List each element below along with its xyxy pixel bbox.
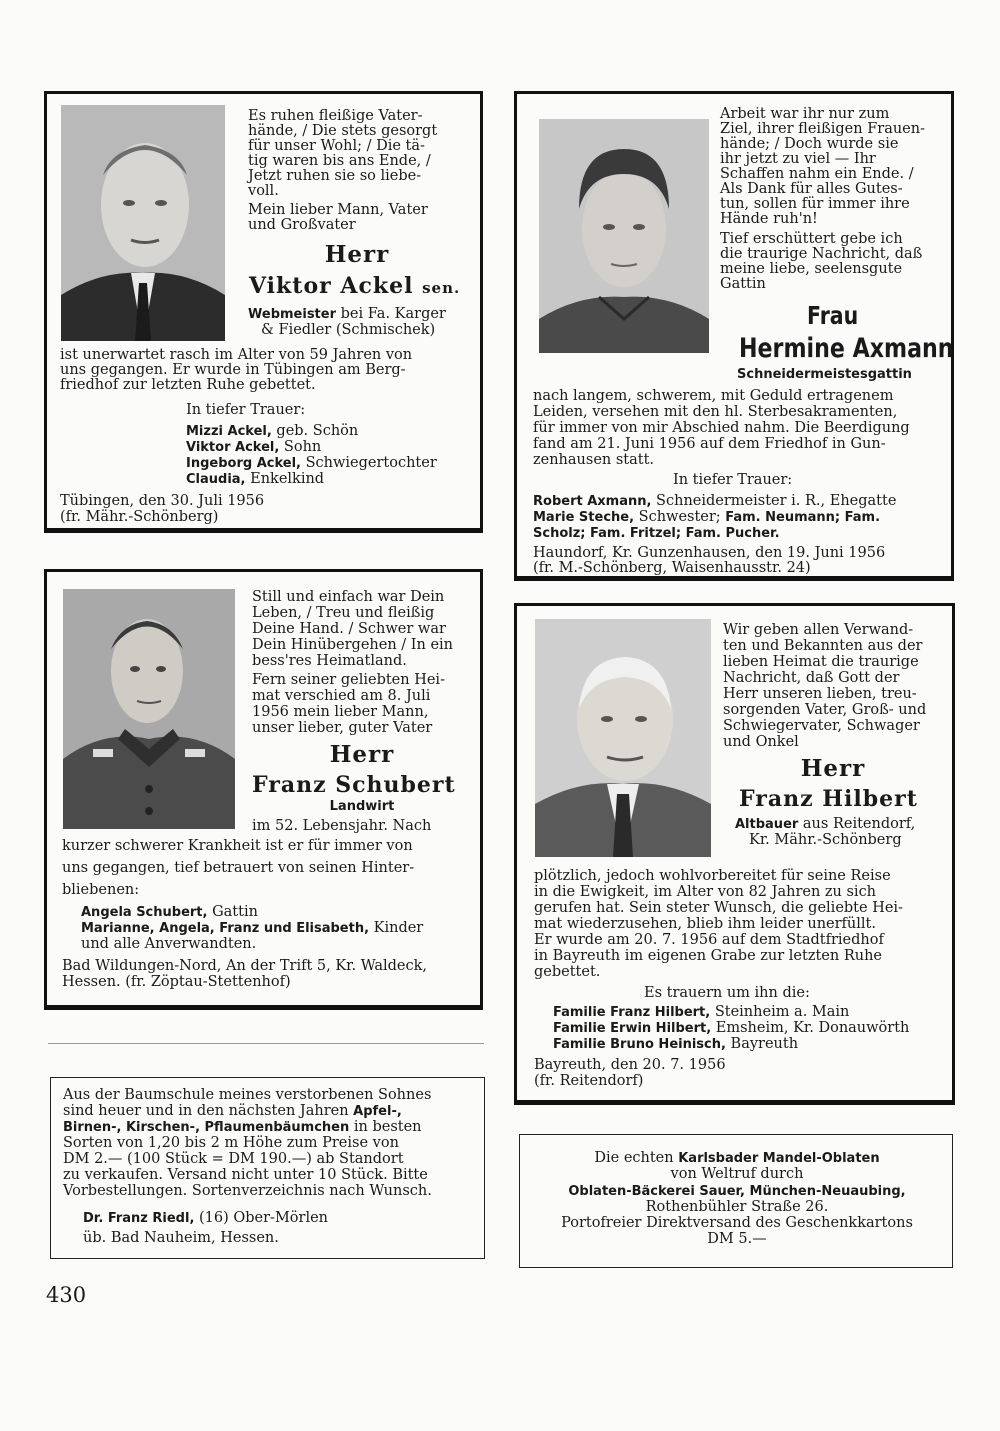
poem-line: tun, sollen für immer ihre: [720, 196, 910, 212]
mourner-rel: geb. Schön: [271, 423, 359, 439]
poem-line: bess'res Heimatland.: [252, 653, 407, 669]
intro-line: Mein lieber Mann, Vater: [248, 202, 428, 218]
place-date: Haundorf, Kr. Gunzenhausen, den 19. Juni 1956: [533, 545, 886, 561]
ad-line: [63, 1120, 422, 1136]
intro-line: Wir geben allen Verwand-: [723, 622, 914, 638]
mourner-name: Angela Schubert,: [81, 905, 208, 920]
mourner-name: Familie Franz Hilbert,: [553, 1005, 711, 1020]
salutation: Herr: [329, 741, 395, 768]
ad-line: zu verkaufen. Versand nicht unter 10 Stück. Bitte: [63, 1167, 428, 1183]
page-number: 430: [46, 1283, 87, 1307]
mourner-line: Scholz; Fam. Fritzel; Fam. Pucher.: [533, 526, 780, 541]
body-line: Er wurde am 20. 7. 1956 auf dem Stadtfriedhof: [534, 932, 884, 948]
mourner-rel: Bayreuth: [725, 1036, 799, 1052]
ad-line: [63, 1104, 402, 1120]
ad-text: (16) Ober-Mörlen: [194, 1210, 329, 1226]
ad-signature-line2: üb. Bad Nauheim, Hessen.: [83, 1230, 279, 1246]
mourner-name: Viktor Ackel,: [186, 440, 280, 455]
mourner-name: Familie Bruno Heinisch,: [553, 1037, 726, 1052]
intro-line: und Großvater: [248, 217, 356, 233]
occupation-line2: & Fiedler (Schmischek): [261, 322, 436, 338]
ad-line: Oblaten-Bäckerei Sauer, München-Neuaubing,: [568, 1184, 906, 1199]
ad-bold: Dr. Franz Riedl,: [83, 1211, 195, 1226]
body-line: Leiden, versehen mit den hl. Sterbesakramenten,: [533, 404, 898, 420]
ad-line: [520, 1151, 954, 1167]
poem-line: für unser Wohl; / Die tä-: [248, 138, 425, 154]
place-origin: (fr. Mähr.-Schönberg): [60, 509, 219, 525]
occupation-bold: Altbauer: [735, 817, 799, 832]
mourner-families: Fam. Neumann; Fam.: [720, 510, 881, 525]
occupation-rest: bei Fa. Karger: [336, 306, 446, 322]
body-line: gebettet.: [534, 964, 601, 980]
poem-line: ihr jetzt zu viel — Ihr: [720, 151, 876, 167]
portrait-photo-hilbert: [535, 619, 711, 857]
ad-bold: Birnen-, Kirschen-, Pflaumenbäumchen: [63, 1120, 350, 1135]
ad-line: Aus der Baumschule meines verstorbenen Sohnes: [63, 1087, 432, 1103]
body-line: friedhof zur letzten Ruhe gebettet.: [60, 377, 316, 393]
mourning-heading: In tiefer Trauer:: [673, 472, 793, 488]
mourner-rel: Schneidermeister i. R., Ehegatte: [651, 493, 897, 509]
advert-baumschule: [50, 1077, 485, 1259]
body-line: zenhausen statt.: [533, 452, 655, 468]
poem-line: Es ruhen fleißige Vater-: [248, 108, 423, 124]
poem-line: Dein Hinübergehen / In ein: [252, 637, 454, 653]
poem-line: Arbeit war ihr nur zum: [720, 106, 890, 122]
intro-line: Fern seiner geliebten Hei-: [252, 672, 445, 688]
poem-line: tig waren bis ans Ende, /: [248, 153, 431, 169]
intro-line: meine liebe, seelensgute: [720, 261, 903, 277]
mourner-line: [81, 905, 258, 921]
deceased-name: Hermine Axmann: [739, 333, 954, 364]
ad-bold: Karlsbader Mandel-Oblaten: [678, 1151, 880, 1166]
obituary-franz-hilbert: [514, 603, 955, 1105]
intro-line: die traurige Nachricht, daß: [720, 246, 923, 262]
ad-text: sind heuer und in den nächsten Jahren: [63, 1103, 354, 1119]
intro-line: und Onkel: [723, 734, 799, 750]
body-line: mat wiederzusehen, blieb ihm leider unerfüllt.: [534, 916, 876, 932]
portrait-ackel-icon: [61, 105, 225, 341]
poem-line: hände, / Die stets gesorgt: [248, 123, 438, 139]
poem-line: Deine Hand. / Schwer war: [252, 621, 446, 637]
mourner-line: [186, 472, 324, 488]
poem-line: Hände ruh'n!: [720, 211, 818, 227]
name-suffix: sen.: [422, 279, 461, 297]
place-origin: Hessen. (fr. Zöptau-Stettenhof): [62, 974, 291, 990]
ad-text: Die echten: [594, 1150, 679, 1166]
ad-line: Rothenbühler Straße 26.: [645, 1199, 829, 1215]
portrait-hilbert-icon: [535, 619, 711, 857]
mourning-heading: Es trauern um ihn die:: [644, 985, 810, 1001]
ad-line: DM 2.— (100 Stück = DM 190.—) ab Standort: [63, 1151, 404, 1167]
mourner-line: [533, 510, 880, 526]
portrait-photo-ackel: [61, 105, 225, 341]
body-line: bliebenen:: [62, 882, 140, 898]
body-line: in Bayreuth im eigenen Grabe zur letzten Ruhe: [534, 948, 883, 964]
poem-line: Ziel, ihrer fleißigen Frauen-: [720, 121, 925, 137]
body-line: kurzer schwerer Krankheit ist er für immer von: [62, 838, 413, 854]
age-line: im 52. Lebensjahr. Nach: [252, 818, 432, 834]
occupation-line2: Kr. Mähr.-Schönberg: [749, 832, 902, 848]
portrait-photo-schubert: [63, 589, 235, 829]
place-origin: (fr. Reitendorf): [534, 1073, 644, 1089]
intro-line: unser lieber, guter Vater: [252, 720, 433, 736]
mourner-name: Mizzi Ackel,: [186, 424, 272, 439]
mourner-rel: Kinder: [369, 920, 424, 936]
ad-line: DM 5.—: [707, 1231, 767, 1247]
intro-line: Gattin: [720, 276, 766, 292]
mourner-rel: Enkelkind: [245, 471, 325, 487]
body-line: für immer von mir Abschied nahm. Die Beerdigung: [533, 420, 910, 436]
place-date: Bayreuth, den 20. 7. 1956: [534, 1057, 726, 1073]
body-line: gerufen hat. Sein steter Wunsch, die geliebte Hei-: [534, 900, 903, 916]
deceased-name: Franz Schubert: [252, 772, 456, 798]
portrait-photo-axmann: [539, 119, 709, 353]
place-origin: (fr. M.-Schönberg, Waisenhausstr. 24): [533, 560, 811, 576]
mourner-line: [186, 424, 358, 440]
intro-line: Nachricht, daß Gott der: [723, 670, 900, 686]
divider: [48, 1043, 484, 1044]
ad-bold: Apfel-,: [353, 1104, 402, 1119]
intro-line: lieben Heimat die traurige: [723, 654, 919, 670]
mourning-heading: In tiefer Trauer:: [186, 402, 306, 418]
mourner-name: Marianne, Angela, Franz und Elisabeth,: [81, 921, 370, 936]
deceased-name-text: Viktor Ackel: [249, 273, 414, 299]
obituary-hermine-axmann: [514, 91, 954, 581]
mourner-rel: Emsheim, Kr. Donauwörth: [711, 1020, 910, 1036]
intro-line: ten und Bekannten aus der: [723, 638, 923, 654]
poem-line: Still und einfach war Dein: [252, 589, 445, 605]
occupation: Schneidermeistesgattin: [737, 367, 912, 382]
mourner-line: [186, 440, 321, 456]
obituary-viktor-ackel: [44, 91, 483, 533]
mourner-line: [553, 1037, 798, 1053]
body-line: ist unerwartet rasch im Alter von 59 Jahren von: [60, 347, 413, 363]
poem-line: Als Dank für alles Gutes-: [720, 181, 903, 197]
occupation-bold: Webmeister: [248, 307, 336, 322]
mourner-rel: Schwester;: [634, 509, 721, 525]
body-line: plötzlich, jedoch wohlvorbereitet für seine Reise: [534, 868, 891, 884]
mourner-line: [186, 456, 437, 472]
mourner-name: Ingeborg Ackel,: [186, 456, 301, 471]
mourner-rel: Steinheim a. Main: [710, 1004, 850, 1020]
intro-line: 1956 mein lieber Mann,: [252, 704, 429, 720]
intro-line: sorgenden Vater, Groß- und: [723, 702, 927, 718]
body-line: uns gegangen. Er wurde in Tübingen am Berg-: [60, 362, 406, 378]
poem-line: Leben, / Treu und fleißig: [252, 605, 435, 621]
deceased-name: Franz Hilbert: [739, 786, 918, 812]
salutation: Frau: [807, 301, 859, 330]
intro-line: mat verschied am 8. Juli: [252, 688, 431, 704]
occupation: [248, 307, 446, 323]
body-line: fand am 21. Juni 1956 auf dem Friedhof in Gun-: [533, 436, 886, 452]
intro-line: Tief erschüttert gebe ich: [720, 231, 903, 247]
poem-line: Jetzt ruhen sie so liebe-: [248, 168, 422, 184]
intro-line: Schwiegervater, Schwager: [723, 718, 920, 734]
mourner-line: [533, 494, 896, 510]
ad-line: von Weltruf durch: [670, 1166, 804, 1182]
occupation-rest: aus Reitendorf,: [798, 816, 916, 832]
ad-text: in besten: [349, 1119, 422, 1135]
advert-oblaten: [519, 1134, 953, 1268]
salutation: Herr: [800, 755, 866, 782]
place-date: Tübingen, den 30. Juli 1956: [60, 493, 265, 509]
ad-line: Vorbestellungen. Sortenverzeichnis nach Wunsch.: [63, 1183, 432, 1199]
occupation: [735, 817, 915, 833]
ad-line: Portofreier Direktversand des Geschenkkartons: [561, 1215, 913, 1231]
body-line: uns gegangen, tief betrauert von seinen Hinter-: [62, 860, 415, 876]
mourner-line: [81, 921, 423, 937]
mourner-line: [553, 1005, 849, 1021]
portrait-schubert-icon: [63, 589, 235, 829]
mourner-line: und alle Anverwandten.: [81, 936, 257, 952]
portrait-axmann-icon: [539, 119, 709, 353]
body-line: nach langem, schwerem, mit Geduld ertragenem: [533, 388, 894, 404]
salutation: Herr: [324, 241, 390, 268]
mourner-name: Familie Erwin Hilbert,: [553, 1021, 712, 1036]
ad-signature: [83, 1211, 328, 1227]
intro-line: Herr unseren lieben, treu-: [723, 686, 917, 702]
deceased-name: [249, 273, 460, 299]
mourner-rel: Schwiegertochter: [300, 455, 437, 471]
place-date: Bad Wildungen-Nord, An der Trift 5, Kr. Waldeck,: [62, 958, 428, 974]
obituary-franz-schubert: [44, 569, 483, 1010]
poem-line: hände; / Doch wurde sie: [720, 136, 899, 152]
mourner-name: Robert Axmann,: [533, 494, 652, 509]
occupation: Landwirt: [329, 799, 395, 814]
mourner-rel: Gattin: [207, 904, 258, 920]
poem-line: voll.: [248, 183, 279, 199]
body-line: in die Ewigkeit, im Alter von 82 Jahren zu sich: [534, 884, 877, 900]
mourner-name: Marie Steche,: [533, 510, 635, 525]
mourner-rel: Sohn: [279, 439, 322, 455]
ad-line: Sorten von 1,20 bis 2 m Höhe zum Preise von: [63, 1135, 399, 1151]
mourner-line: [553, 1021, 909, 1037]
poem-line: Schaffen nahm ein Ende. /: [720, 166, 914, 182]
mourner-name: Claudia,: [186, 472, 246, 487]
